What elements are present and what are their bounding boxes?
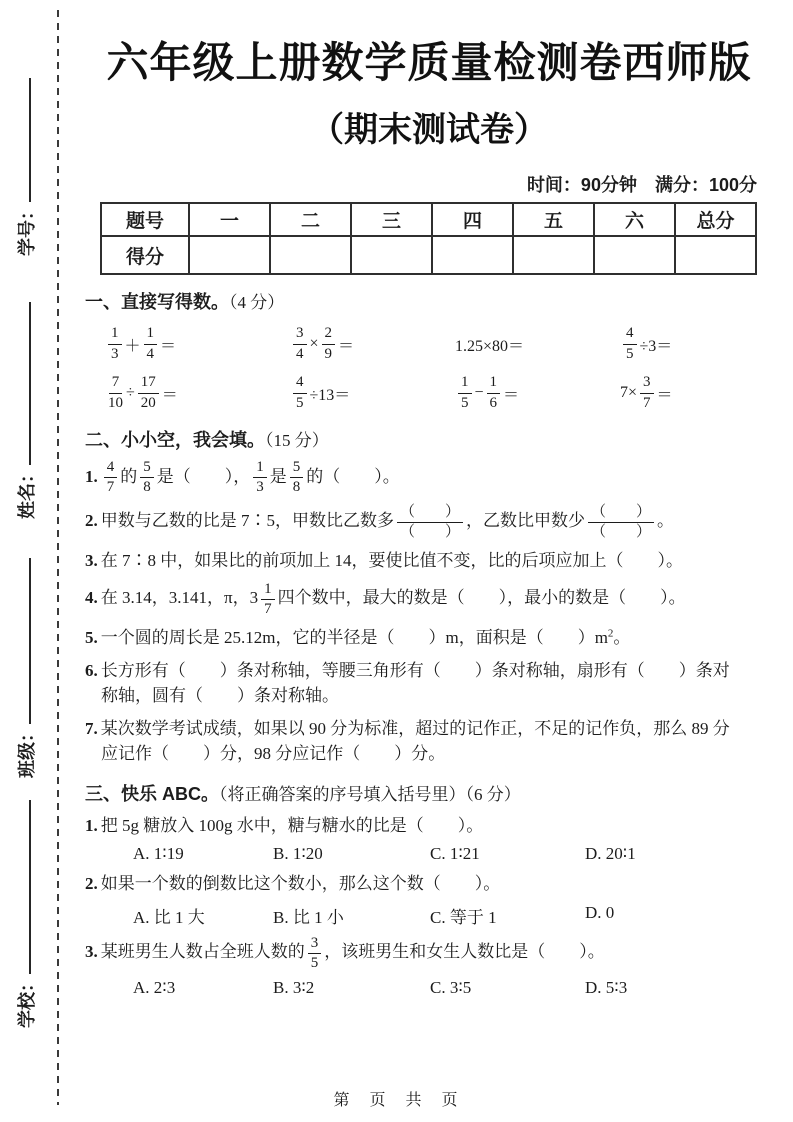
choice-option: C. 等于 1 bbox=[430, 907, 497, 927]
text-run: 把 5g 糖放入 100g 水中，糖与糖水的比是（ ）。 bbox=[100, 815, 484, 835]
fraction: $\frac{3}{4}$ bbox=[293, 325, 307, 363]
text-run: ＝ bbox=[503, 386, 520, 404]
question-text bbox=[100, 580, 686, 617]
score-table-header-cell: 四 bbox=[432, 203, 513, 236]
text-run: 在 7∶8 中，如果比的前项加上 14，要使比值不变，比的后项应加上（ ）。 bbox=[100, 551, 683, 570]
text-run: 某班男生人数占全班人数的 bbox=[100, 942, 305, 962]
choice-option: B. 3∶2 bbox=[273, 978, 315, 997]
exam-content bbox=[85, 0, 773, 998]
question-number: 7. bbox=[85, 718, 98, 738]
text-run: × bbox=[309, 335, 319, 352]
page-subtitle: （期末测试卷） bbox=[310, 111, 548, 149]
score-table-header-cell: 六 bbox=[594, 203, 675, 236]
fraction: $\frac{3}{5}$ bbox=[308, 935, 322, 973]
score-cell bbox=[189, 236, 270, 274]
section-two-heading bbox=[85, 426, 773, 452]
sidebar-field-name bbox=[13, 302, 39, 519]
sidebar-field-school bbox=[13, 800, 39, 1028]
text-run: 甲数与乙数的比是 7∶5，甲数比乙数多 bbox=[100, 511, 394, 531]
section-three-note: （将正确答案的序号填入括号里） bbox=[219, 784, 466, 804]
sidebar-field-class bbox=[13, 558, 39, 778]
text-run: 四个数中，最大的数是（ ），最小的数是（ ）。 bbox=[277, 588, 686, 608]
name-label: 姓名： bbox=[17, 465, 37, 519]
school-blank-line bbox=[29, 800, 31, 974]
fraction: $\frac{7}{10}$ bbox=[108, 374, 123, 411]
choice-option: C. 1∶21 bbox=[430, 844, 480, 863]
student-id-label: 学号： bbox=[17, 202, 37, 256]
choice-option: A. 比 1 大 bbox=[133, 907, 205, 927]
choice-options bbox=[133, 903, 773, 928]
fraction: $\frac{17}{20}$ bbox=[138, 374, 159, 412]
text-run: ＝ bbox=[338, 337, 355, 355]
choice-option: A. 1∶19 bbox=[133, 844, 184, 863]
fill-blank-questions bbox=[85, 459, 773, 767]
question-number: 1. bbox=[85, 815, 98, 835]
question-number: 2. bbox=[85, 511, 98, 531]
fraction: $\frac{1}{4}$ bbox=[144, 325, 158, 363]
text-run: 在 3.14，3.141，π，3 bbox=[100, 588, 259, 608]
score-cell bbox=[351, 236, 432, 274]
math-problem bbox=[105, 324, 290, 364]
math-problem bbox=[620, 324, 773, 364]
math-problem bbox=[455, 373, 620, 413]
score-table bbox=[100, 202, 757, 275]
question bbox=[85, 459, 737, 497]
fraction: $\frac{( )}{( )}$ bbox=[588, 504, 654, 542]
section-three-title: 三、快乐 ABC。 bbox=[85, 783, 219, 804]
fraction: $\frac{1}{6}$ bbox=[487, 374, 501, 412]
fraction: $\frac{4}{7}$ bbox=[104, 459, 118, 497]
section-three-heading bbox=[85, 780, 773, 806]
question bbox=[85, 871, 737, 897]
text-run: 某次数学考试成绩，如果以 90 分为标准，超过的记作正，不足的记作负，那么 89 分应记作（ ）分，98 分应记作（ ）分。 bbox=[100, 718, 730, 763]
text-run: ÷13＝ bbox=[309, 386, 351, 404]
fraction: $\frac{4}{5}$ bbox=[623, 325, 637, 363]
question-number: 6. bbox=[85, 660, 98, 680]
choice-option: D. 20∶1 bbox=[585, 844, 636, 863]
question-number: 5. bbox=[85, 628, 98, 647]
choice-option: B. 比 1 小 bbox=[273, 907, 344, 927]
text-run: 。 bbox=[613, 628, 631, 647]
text-run: ＝ bbox=[656, 386, 673, 404]
score-cell bbox=[594, 236, 675, 274]
math-problem bbox=[620, 373, 773, 413]
score-table-header-cell: 五 bbox=[513, 203, 594, 236]
question-text bbox=[101, 628, 631, 647]
section-three-score: （6 分） bbox=[465, 784, 521, 804]
fraction: $\frac{5}{8}$ bbox=[140, 459, 154, 497]
math-problem bbox=[290, 324, 455, 364]
text-run: ÷3＝ bbox=[639, 337, 673, 355]
score-cell bbox=[513, 236, 594, 274]
choice-option: D. 5∶3 bbox=[585, 978, 628, 997]
fraction: $\frac{2}{9}$ bbox=[322, 325, 336, 363]
text-run: 。 bbox=[657, 511, 675, 531]
sidebar-field-student-id bbox=[13, 78, 39, 256]
question bbox=[85, 504, 737, 542]
text-run: 7× bbox=[620, 384, 638, 401]
text-run: 一个圆的周长是 25.12m，它的半径是（ ）m，面积是（ ）m bbox=[100, 628, 608, 647]
question-text bbox=[101, 661, 730, 706]
fraction: $\frac{1}{3}$ bbox=[108, 325, 122, 363]
superscript: 2 bbox=[607, 627, 614, 640]
text-run: ，乙数比甲数少 bbox=[466, 511, 586, 531]
name-blank-line bbox=[29, 302, 31, 465]
fraction: $\frac{3}{7}$ bbox=[640, 374, 654, 412]
fraction: $\frac{1}{3}$ bbox=[253, 459, 267, 497]
class-blank-line bbox=[29, 558, 31, 724]
question-text bbox=[101, 719, 730, 764]
text-run: 如果一个数的倒数比这个数小，那么这个数（ ）。 bbox=[100, 874, 501, 893]
fraction: $\frac{5}{8}$ bbox=[290, 459, 304, 497]
question-text bbox=[101, 874, 501, 893]
question-number: 4. bbox=[85, 588, 98, 608]
text-run: ＝ bbox=[160, 337, 177, 355]
question bbox=[85, 581, 737, 619]
score-table-header-row bbox=[101, 203, 756, 236]
question-text bbox=[100, 934, 605, 971]
choice-option: D. 0 bbox=[585, 902, 615, 922]
class-label: 班级： bbox=[17, 724, 37, 778]
score-cell bbox=[270, 236, 351, 274]
question bbox=[85, 813, 737, 839]
score-row-label: 得分 bbox=[101, 236, 189, 274]
score-cell bbox=[432, 236, 513, 274]
question bbox=[85, 935, 737, 973]
choice-options bbox=[133, 844, 773, 864]
page-footer: 第 页 共 页 bbox=[333, 1092, 460, 1109]
choice-options bbox=[133, 978, 773, 998]
score-table-header-cell: 一 bbox=[189, 203, 270, 236]
math-problem bbox=[105, 373, 290, 413]
text-run: 是（ ）， bbox=[156, 466, 251, 486]
section-two-title: 二、小小空，我会填。 bbox=[85, 430, 265, 450]
text-run: 长方形有（ ）条对称轴，等腰三角形有（ ）条对称轴，扇形有（ ）条对称轴，圆有（ ）条对称轴。 bbox=[100, 660, 730, 705]
dashed-cut-line bbox=[57, 10, 59, 1105]
multiple-choice-questions bbox=[85, 813, 773, 999]
score-table-header-cell: 总分 bbox=[675, 203, 756, 236]
fraction: $\frac{1}{5}$ bbox=[458, 374, 472, 412]
question-text bbox=[100, 503, 675, 540]
question bbox=[85, 548, 737, 574]
math-problem bbox=[455, 324, 620, 364]
question-text bbox=[101, 816, 484, 835]
fraction: $\frac{4}{5}$ bbox=[293, 374, 307, 412]
question bbox=[85, 658, 737, 709]
score-table-header-cell: 二 bbox=[270, 203, 351, 236]
score-table-header-cell: 三 bbox=[351, 203, 432, 236]
fraction: $\frac{1}{7}$ bbox=[261, 581, 275, 619]
section-one-score: （4 分） bbox=[229, 293, 285, 312]
math-problem bbox=[290, 373, 455, 413]
question bbox=[85, 716, 737, 767]
choice-option: A. 2∶3 bbox=[133, 978, 176, 997]
text-run: ＋ bbox=[124, 337, 141, 355]
score-cell bbox=[675, 236, 756, 274]
oral-calculation-problems bbox=[85, 324, 773, 413]
student-id-blank-line bbox=[29, 78, 31, 202]
text-run: 的（ ）。 bbox=[306, 466, 400, 486]
page-title: 六年级上册数学质量检测卷西师版 bbox=[106, 39, 752, 86]
question-text bbox=[101, 551, 683, 570]
section-one-title: 一、直接写得数。 bbox=[85, 292, 229, 312]
text-run: 是 bbox=[269, 466, 287, 486]
text-run: ÷ bbox=[126, 384, 135, 401]
text-run: 1.25×80＝ bbox=[455, 337, 525, 355]
question-number: 3. bbox=[85, 551, 98, 570]
fraction: $\frac{( )}{( )}$ bbox=[397, 504, 463, 542]
score-table-score-row bbox=[101, 236, 756, 274]
text-run: ＝ bbox=[161, 386, 178, 404]
question-number: 1. bbox=[85, 466, 98, 486]
question-number: 3. bbox=[85, 942, 98, 962]
question-number: 2. bbox=[85, 874, 98, 893]
text-run: − bbox=[474, 384, 484, 401]
text-run: ，该班男生和女生人数比是（ ）。 bbox=[324, 942, 605, 962]
score-table-header-cell: 题号 bbox=[101, 203, 189, 236]
exam-meta: 时间：90分钟 满分：100分 bbox=[526, 175, 757, 195]
section-one-heading bbox=[85, 288, 773, 314]
school-label: 学校： bbox=[17, 974, 37, 1028]
choice-option: B. 1∶20 bbox=[273, 844, 323, 863]
choice-option: C. 3∶5 bbox=[430, 978, 472, 997]
section-two-score: （15 分） bbox=[265, 431, 329, 450]
question-text bbox=[101, 459, 400, 496]
question bbox=[85, 625, 737, 651]
text-run: 的 bbox=[120, 466, 138, 486]
